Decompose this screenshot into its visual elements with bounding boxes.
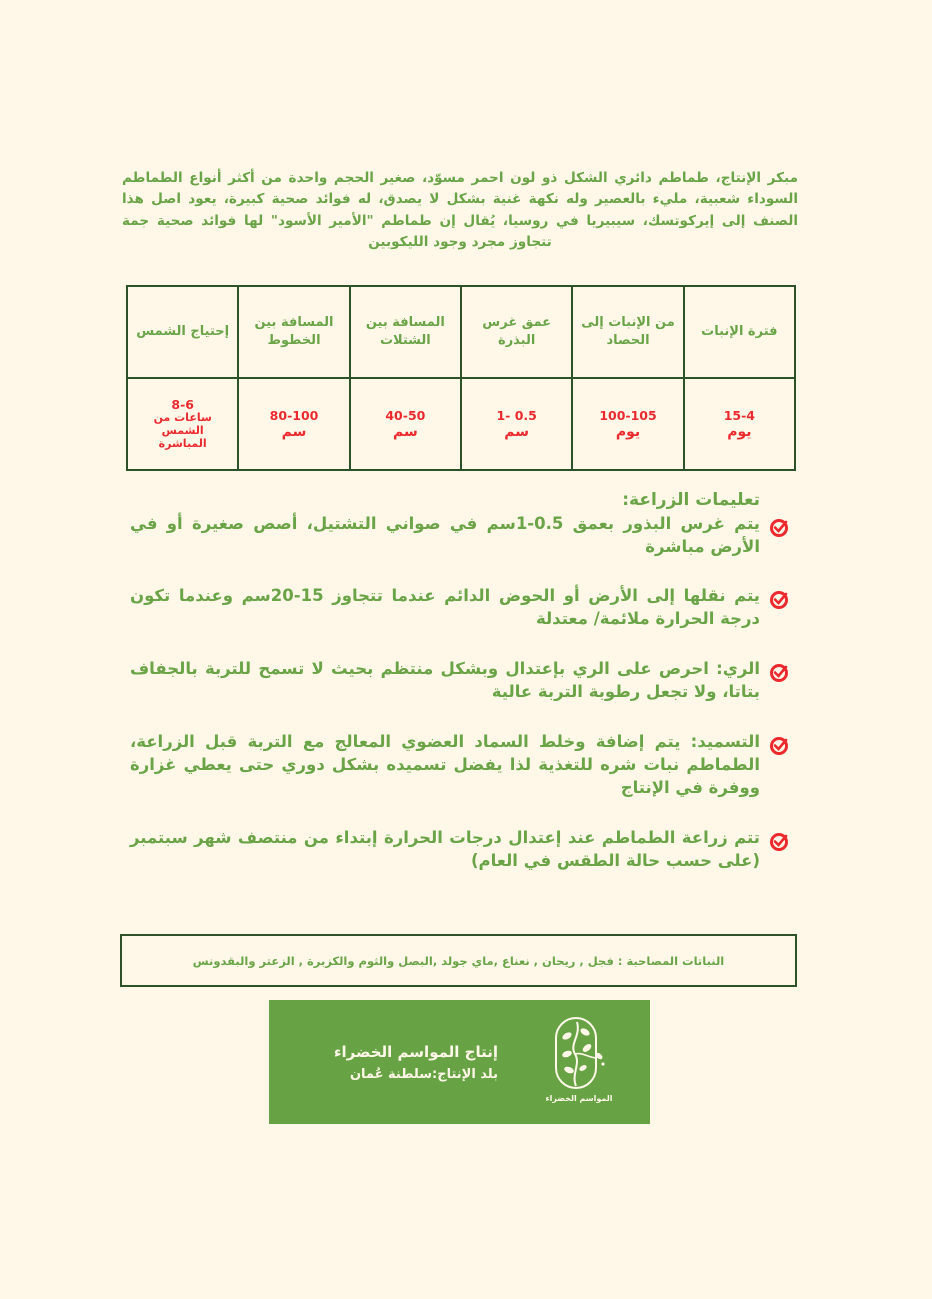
product-description: مبكر الإنتاج، طماطم دائري الشكل ذو لون احمر مسوّد، صغير الحجم واحدة من أكثر أنواع الطماطم السوداء شعبية، مليء بالعصير وله نكهة غنية بشكل لا يصدق، له فوائد صحية كبيرة، يعود اصل هذا الصنف إلى إيركوتسك، سيبيريا في روسيا، يُقال إن طماطم "الأمير الأسود" لها فوائد صحية جمة تتجاوز مجرد وجود الليكوبين: [122, 169, 798, 251]
planting-instructions: [130, 488, 790, 872]
header-germination-to-harvest: من الإنبات إلى الحصاد: [572, 286, 683, 378]
companion-plants-box: [120, 934, 797, 987]
header-row-spacing: المسافة بين الخطوط: [238, 286, 349, 378]
header-sun-requirement: إحتياج الشمس: [127, 286, 238, 378]
instruction-item: [130, 826, 790, 872]
value-germination-period: [684, 378, 795, 470]
growing-info-table: [126, 285, 796, 471]
check-circle-icon: [768, 589, 790, 611]
table-header-row: [127, 286, 795, 378]
check-circle-icon: [768, 831, 790, 853]
header-germination-period: فترة الإنبات: [684, 286, 795, 378]
table-row: [127, 378, 795, 470]
instruction-text: تتم زراعة الطماطم عند إعتدال درجات الحرارة إبتداء من منتصف شهر سبتمبر (على حسب حالة الطقس في العام): [130, 828, 760, 870]
value-range: 8-6: [171, 397, 194, 412]
value-sun-requirement: [127, 378, 238, 470]
value-row-spacing: [238, 378, 349, 470]
footer-banner: [269, 1000, 650, 1124]
logo-wordmark: المواسم الخضراء: [545, 1094, 613, 1103]
instruction-text: الري: احرص على الري بإعتدال وبشكل منتظم بحيث لا تسمح للتربة بالجفاف بتاتا، ولا تجعل رطوبة التربة عالية: [130, 659, 760, 701]
instruction-text: التسميد: يتم إضافة وخلط السماد العضوي المعالج مع التربة قبل الزراعة، الطماطم نبات شره للتغذية لذا يفضل تسميده بشكل دوري حتى يعطي غزارة ووفرة في الإنتاج: [130, 732, 760, 797]
value-range: 15-4: [723, 408, 755, 423]
brand-origin: بلد الإنتاج:سلطنة عُمان: [349, 1067, 498, 1082]
value-unit: يوم: [727, 424, 752, 440]
instruction-item: [130, 730, 790, 799]
leaf-vine-logo-icon: [537, 1014, 621, 1094]
value-unit: سم: [281, 424, 307, 440]
value-germination-to-harvest: [572, 378, 683, 470]
check-circle-icon: [768, 662, 790, 684]
brand-producer: إنتاج المواسم الخضراء: [333, 1043, 498, 1061]
value-unit: ساعات من الشمس المباشرة: [153, 411, 212, 450]
instruction-item: [130, 657, 790, 703]
value-unit: سم: [392, 424, 418, 440]
value-seedling-spacing: [350, 378, 461, 470]
value-range: 1- 0.5: [496, 408, 537, 423]
value-range: 40-50: [385, 408, 426, 423]
companion-plants-text: النباتات المصاحبة : فجل , ريحان , نعناع ,ماي جولد ,البصل والثوم والكزبرة , الزعتر والبقدونس: [192, 953, 725, 968]
brand-logo: [537, 1014, 621, 1114]
value-range: 100-105: [599, 408, 657, 423]
instructions-title: تعليمات الزراعة:: [622, 490, 760, 510]
value-unit: سم: [504, 424, 530, 440]
check-circle-icon: [768, 735, 790, 757]
instruction-text: يتم غرس البذور بعمق 0.5-1سم في صواني التشتيل، أصص صغيرة أو في الأرض مباشرة: [130, 514, 760, 556]
instruction-text: يتم نقلها إلى الأرض أو الحوض الدائم عندما تتجاوز 15-20سم وعندما تكون درجة الحرارة ملائمة/ معتدلة: [130, 586, 760, 628]
value-range: 80-100: [269, 408, 319, 423]
header-seed-depth: عمق غرس البذرة: [461, 286, 572, 378]
check-circle-icon: [768, 517, 790, 539]
instruction-item: [130, 584, 790, 630]
header-seedling-spacing: المسافة بين الشتلات: [350, 286, 461, 378]
value-unit: يوم: [615, 424, 641, 440]
instruction-item: [130, 512, 790, 558]
value-seed-depth: [461, 378, 572, 470]
brand-block: [334, 1040, 498, 1086]
